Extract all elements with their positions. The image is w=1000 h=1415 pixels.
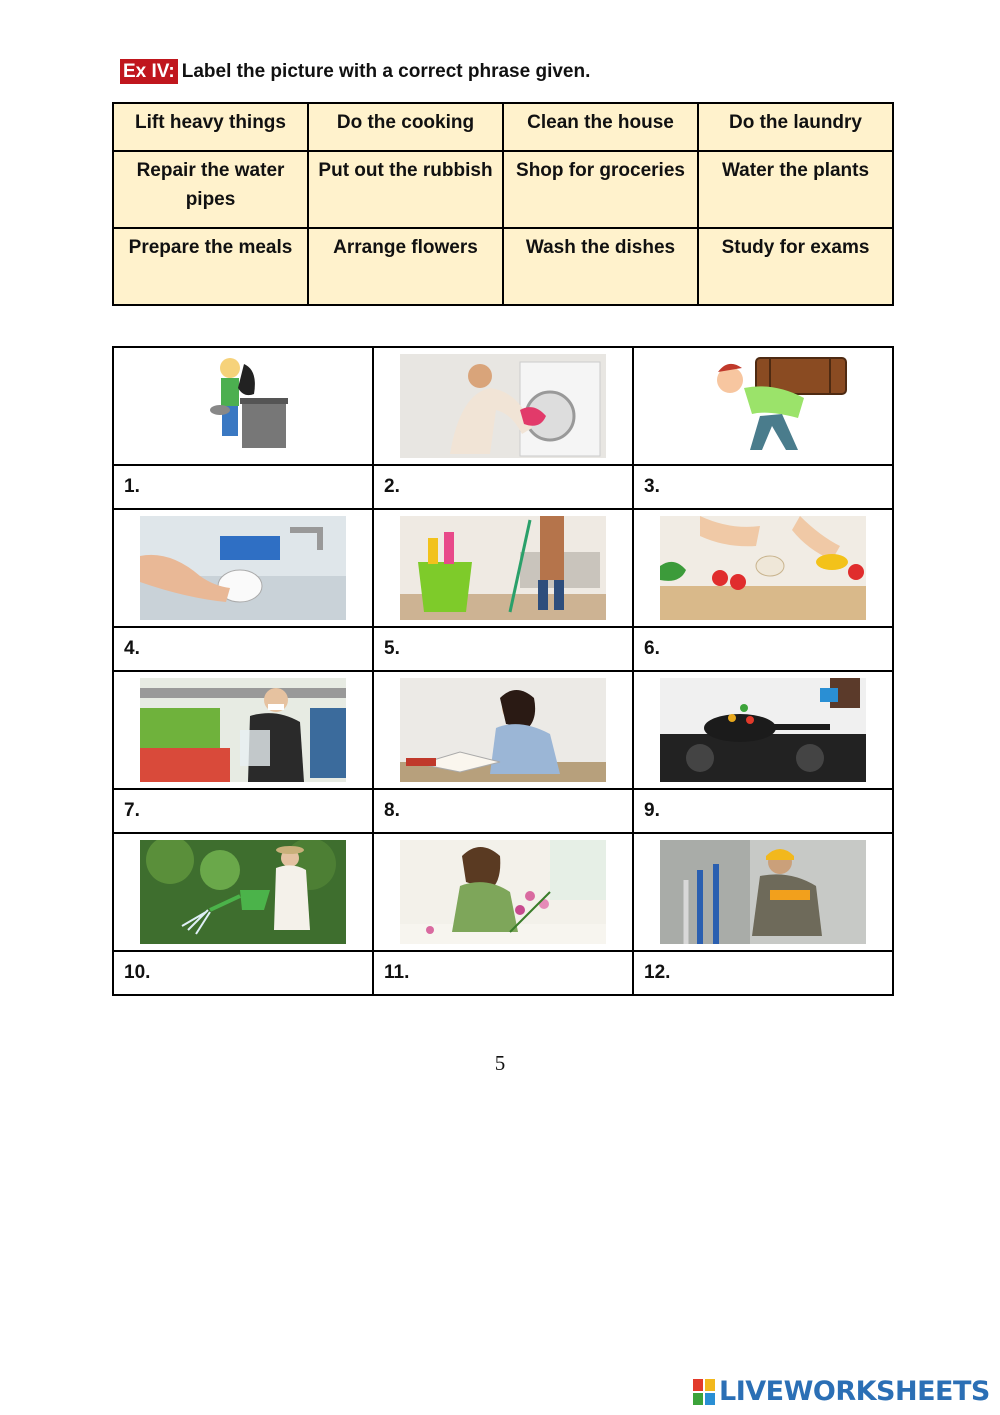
page-number: 5 — [494, 1051, 506, 1075]
cleaning-picture — [400, 516, 606, 620]
phrase-cell: Wash the dishes — [503, 228, 698, 305]
item-label: 5. — [373, 627, 633, 671]
label-row — [113, 951, 893, 995]
phrase-cell: Repair the water pipes — [113, 151, 308, 228]
label-row — [113, 789, 893, 833]
laundry-picture — [400, 354, 606, 458]
exercise-tag: Ex IV: — [120, 59, 178, 84]
picture-cell — [373, 833, 633, 951]
phrase-cell: Study for exams — [698, 228, 893, 305]
item-label: 4. — [113, 627, 373, 671]
picture-cell — [633, 509, 893, 627]
grocery-shopping-picture — [140, 678, 346, 782]
chopping-picture — [660, 516, 866, 620]
phrase-cell: Put out the rubbish — [308, 151, 503, 228]
phrase-bank-table — [112, 102, 894, 306]
exercise-heading — [120, 61, 590, 83]
picture-cell — [113, 833, 373, 951]
picture-grid — [112, 346, 894, 996]
studying-picture — [400, 678, 606, 782]
item-label: 7. — [113, 789, 373, 833]
item-label: 3. — [633, 465, 893, 509]
picture-cell — [113, 671, 373, 789]
exercise-instruction: Label the picture with a correct phrase given. — [181, 61, 591, 82]
item-label: 2. — [373, 465, 633, 509]
picture-cell — [373, 509, 633, 627]
phrase-cell: Arrange flowers — [308, 228, 503, 305]
phrase-row — [113, 228, 893, 305]
picture-row — [113, 671, 893, 789]
phrase-row — [113, 151, 893, 228]
phrase-row — [113, 103, 893, 151]
dishes-picture — [140, 516, 346, 620]
label-row — [113, 627, 893, 671]
watering-plants-picture — [140, 840, 346, 944]
item-label: 12. — [633, 951, 893, 995]
phrase-cell: Shop for groceries — [503, 151, 698, 228]
liveworksheets-logo-icon — [693, 1379, 715, 1405]
picture-cell — [633, 671, 893, 789]
label-row — [113, 465, 893, 509]
phrase-cell: Water the plants — [698, 151, 893, 228]
phrase-cell: Do the laundry — [698, 103, 893, 151]
cooking-stove-picture — [660, 678, 866, 782]
picture-cell — [373, 347, 633, 465]
phrase-cell: Do the cooking — [308, 103, 503, 151]
picture-row — [113, 509, 893, 627]
picture-cell — [633, 833, 893, 951]
picture-row — [113, 347, 893, 465]
item-label: 10. — [113, 951, 373, 995]
item-label: 1. — [113, 465, 373, 509]
item-label: 8. — [373, 789, 633, 833]
phrase-cell: Lift heavy things — [113, 103, 308, 151]
boy-rubbish-picture — [140, 354, 346, 458]
picture-cell — [113, 509, 373, 627]
item-label: 6. — [633, 627, 893, 671]
picture-row — [113, 833, 893, 951]
picture-cell — [633, 347, 893, 465]
picture-cell — [373, 671, 633, 789]
phrase-cell: Prepare the meals — [113, 228, 308, 305]
picture-cell — [113, 347, 373, 465]
item-label: 9. — [633, 789, 893, 833]
heavy-lifting-picture — [660, 354, 866, 458]
item-label: 11. — [373, 951, 633, 995]
repairing-pipes-picture — [660, 840, 866, 944]
phrase-cell: Clean the house — [503, 103, 698, 151]
brand-name: LIVEWORKSHEETS — [719, 1376, 990, 1407]
arranging-flowers-picture — [400, 840, 606, 944]
brand-footer — [693, 1376, 990, 1407]
